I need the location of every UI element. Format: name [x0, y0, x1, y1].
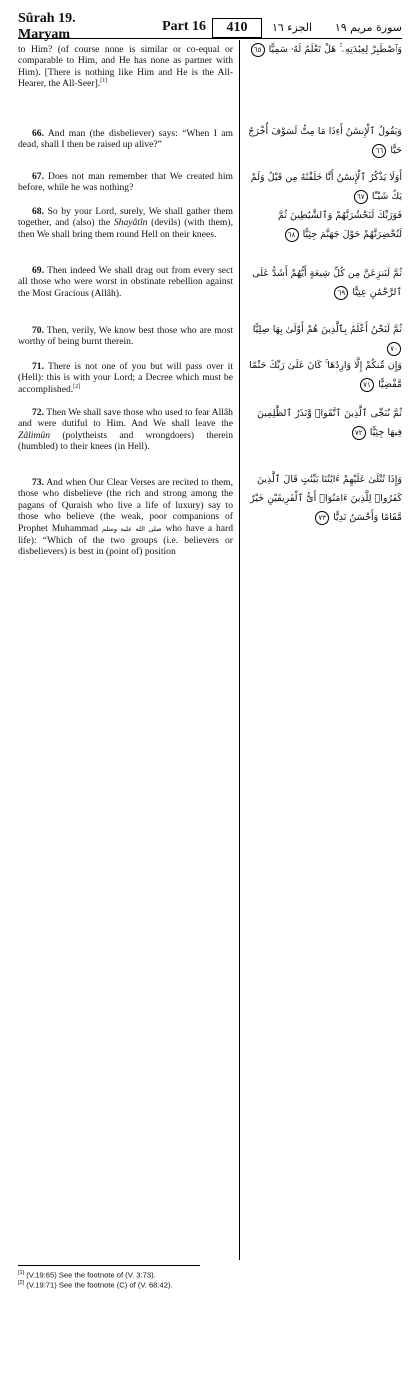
- verse-70-english: 70. Then, verily, We know best those who are most worthy of being burnt therein.: [18, 325, 233, 348]
- verse-68-arabic: فَوَرَبِّكَ لَنَحْشُرَنَّهُمْ وَٱلشَّيَٰطِينَ ثُمَّ لَنُحْضِرَنَّهُمْ حَوْلَ جَهَنَّمَ جِثِيًّا ٦٨: [278, 210, 402, 240]
- footnote-2: [2] (V.19:71) See the footnote (C) of (V. 68:42).: [18, 1280, 173, 1290]
- ayah-marker-icon: ٦٩: [334, 286, 348, 300]
- arabic-part-label: الجزء ١٦: [271, 20, 313, 34]
- verse-number: 67.: [32, 171, 44, 182]
- verse-65-arabic: وَٱصْطَبِرْ لِعِبَٰدَتِهِۦ ۚ هَلْ تَعْلَمُ لَهُۥ سَمِيًّا ٦٥: [246, 40, 402, 59]
- ayah-marker-icon: ٦٥: [251, 43, 265, 57]
- verse-70-arabic: ثُمَّ لَنَحْنُ أَعْلَمُ بِٱلَّذِينَ هُمْ أَوْلَىٰ بِهَا صِلِيًّا ٧٠: [246, 320, 402, 358]
- ayah-marker-icon: ٦٦: [372, 144, 386, 158]
- verse-number: 73.: [32, 477, 44, 488]
- page-number: 410: [212, 18, 262, 38]
- ayah-marker-icon: ٧٣: [315, 511, 329, 525]
- column-divider: [239, 40, 240, 1260]
- verse-number: 66.: [32, 128, 44, 139]
- verse-72-english: 72. Then We shall save those who used to fear Allâh and were dutiful to Him. And We shall leave the Zâlimûn (polytheists and wrongdoers) therein (humbled) to their knees (in Hell).: [18, 407, 233, 453]
- surah-title: Sûrah 19. Maryam: [18, 11, 76, 42]
- ayah-marker-icon: ٧٠: [387, 342, 401, 356]
- footnote-ref-2: [2]: [73, 383, 81, 390]
- verse-71-english: 71. There is not one of you but will pass over it (Hell): this is with your Lord; a Decree which must be accomplished.[2]: [18, 361, 233, 395]
- verse-69-arabic: ثُمَّ لَنَنزِعَنَّ مِن كُلِّ شِيعَةٍ أَيُّهُمْ أَشَدُّ عَلَى ٱلرَّحْمَٰنِ عِتِيًّا ٦٩: [252, 268, 402, 298]
- verse-67-english: 67. Does not man remember that We created him before, while he was nothing?: [18, 171, 233, 194]
- verse-71-arabic: وَإِن مِّنكُمْ إِلَّا وَارِدُهَا ۚ كَانَ عَلَىٰ رَبِّكَ حَتْمًا مَّقْضِيًّا ٧١: [249, 360, 402, 390]
- ayah-marker-icon: ٧٢: [352, 426, 366, 440]
- verse-69-english: 69. Then indeed We shall drag out from every sect all those who were worst in obstinate rebellion against the Most Gracious (Allâh).: [18, 265, 233, 299]
- ayah-marker-icon: ٦٨: [285, 228, 299, 242]
- verse-68-english: 68. So by your Lord, surely, We shall gather them together, and (also) the Shayâtîn (devils) (with them), then We shall bring them round Hell on their knees.: [18, 206, 233, 240]
- verse-65-english: to Him? (of course none is similar or co-equal or comparable to Him, and He has none as partner with Him). [There is nothing like Him and He is the All-Hearer, the All-Seer].[1]: [18, 44, 233, 90]
- arabic-surah-title: سورة مريم ١٩: [334, 20, 402, 34]
- page-header: [18, 11, 402, 42]
- footnote-rule: [18, 1265, 200, 1266]
- footnote-1: [1] (V.19:65) See the footnote of (V. 3:73).: [18, 1270, 156, 1280]
- ayah-marker-icon: ٦٧: [354, 190, 368, 204]
- verse-number: 72.: [32, 407, 44, 418]
- ayah-marker-icon: ٧١: [360, 378, 374, 392]
- verse-number: 70.: [32, 325, 44, 336]
- verse-73-english: 73. And when Our Clear Verses are recited to them, those who disbelieve (the rich and strong among the pagans of Quraish who live a life of luxury) say to those who believe (the weak, poor companions of Prophet Muhammad صلى الله عليه وسلم who have a hard life): “Which of the two groups (i.e. believers or disbelievers) is best in (point of) position: [18, 477, 234, 558]
- verse-67-arabic: أَوَلَا يَذْكُرُ ٱلْإِنسَٰنُ أَنَّا خَلَقْنَٰهُ مِن قَبْلُ وَلَمْ يَكُ شَيْـًٔا ٦٧: [250, 172, 402, 202]
- footnote-ref-1: [1]: [100, 78, 108, 85]
- salutation: صلى الله عليه وسلم: [101, 524, 162, 533]
- verse-66-english: 66. And man (the disbeliever) says: “When I am dead, shall I then be raised up alive?”: [18, 128, 234, 151]
- verse-number: 69.: [32, 265, 44, 276]
- verse-66-arabic: وَيَقُولُ ٱلْإِنسَٰنُ أَءِذَا مَا مِتُّ لَسَوْفَ أُخْرَجُ حَيًّا ٦٦: [248, 126, 402, 156]
- verse-73-arabic: وَإِذَا تُتْلَىٰ عَلَيْهِمْ ءَايَٰتُنَا بَيِّنَٰتٍ قَالَ ٱلَّذِينَ كَفَرُوا۟ لِلَّذِينَ ءَامَنُوٓا۟ أَىُّ ٱلْفَرِيقَيْنِ خَيْرٌ مَّقَامًا وَأَحْسَنُ نَدِيًّا ٧٣: [250, 474, 402, 523]
- verse-number: 68.: [32, 206, 44, 217]
- part-label: Part 16: [162, 19, 206, 34]
- verse-72-arabic: ثُمَّ نُنَجِّى ٱلَّذِينَ ٱتَّقَوا۟ وَّنَذَرُ ٱلظَّٰلِمِينَ فِيهَا جِثِيًّا ٧٢: [256, 408, 402, 438]
- verse-number: 71.: [32, 361, 44, 372]
